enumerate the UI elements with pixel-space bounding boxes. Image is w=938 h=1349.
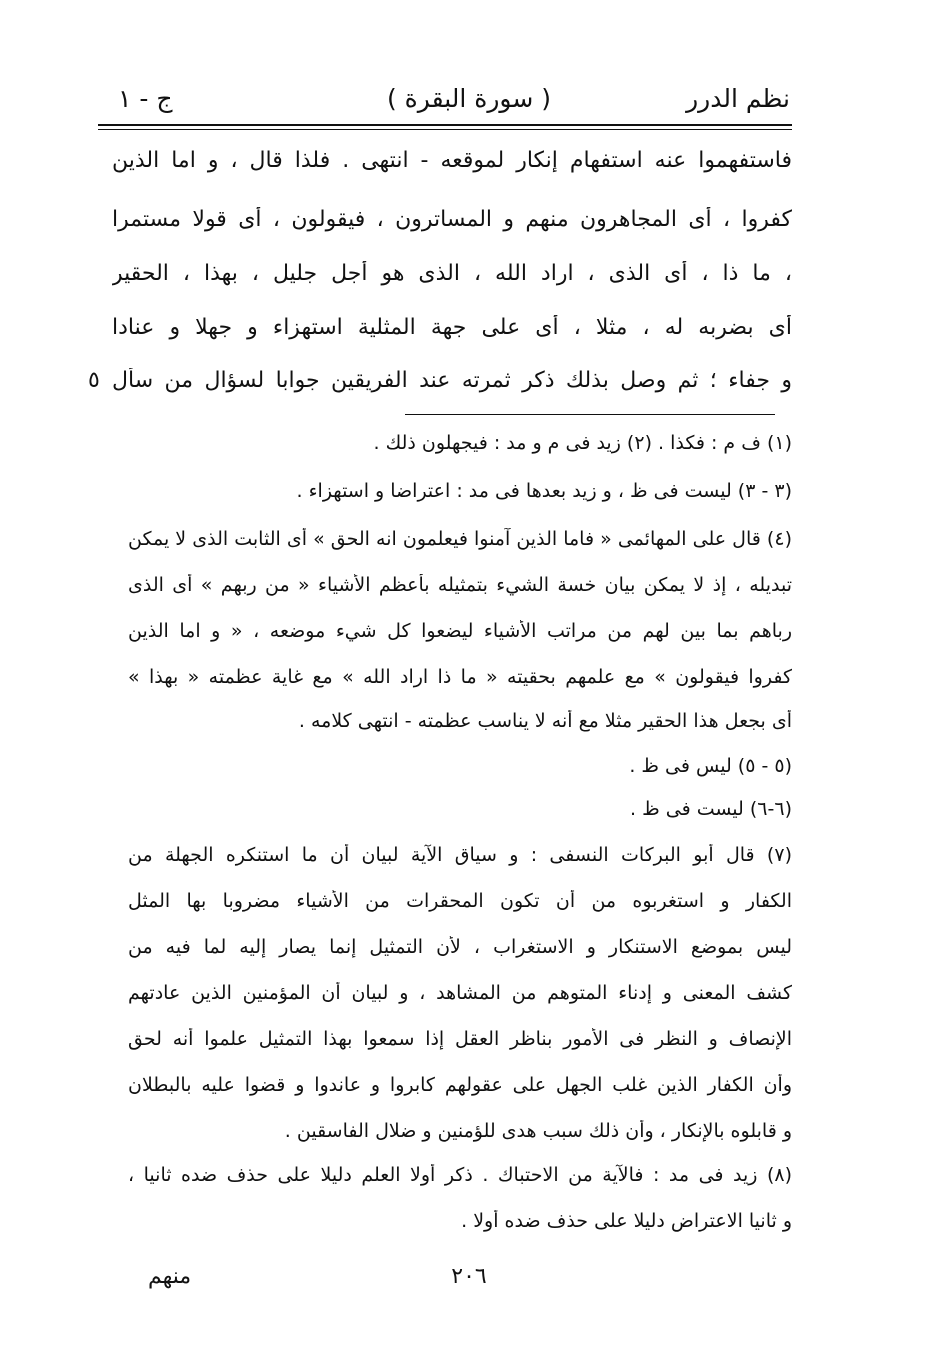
footnote-line: (٣ - ٣) ليست فى ظ ، و زيد بعدها فى مد : اعتراضا و استهزاء . — [296, 480, 792, 502]
footnote-line: ليس بموضع الاستنكار و الاستغراب ، لأن التمثيل إنما يصار إليه لما فيه من — [128, 936, 792, 958]
footnote-line: كفروا فيقولون » مع علمهم بحقيته « ما ذا اراد الله » مع غاية عظمته « بهذا » — [128, 666, 792, 688]
footnote-line: أى بجعل هذا الحقير مثلا مع أنه لا يناسب عظمته - انتهى كلامه . — [298, 710, 792, 732]
footnote-line: (٤) قال على المهائمى « فاما الذين آمنوا فيعلمون انه الحق » أى الثابت الذى لا يمكن — [128, 528, 792, 550]
body-line: و جفاء ؛ ثم وصل بذلك ذكر ثمرته عند الفريقين جوابا لسؤال من سأل — [112, 368, 792, 393]
footnote-line: و ثانيا الاعتراض دليلا على حذف ضده أولا . — [461, 1210, 792, 1232]
footnote-line: (٧) قال أبو البركات النسفى : و سياق الآية لبيان أن ما استنكره الجهلة من — [128, 844, 792, 866]
footnote-line: (١) ف م : فكذا . (٢) زيد فى م و مد : فيجهلون ذلك . — [373, 432, 792, 454]
volume-label: ج - ١ — [118, 84, 173, 113]
footnote-line: وأن الكفار الذين غلب الجهل على عقولهم كابروا و عاندوا و قضوا عليه بالبطلان — [128, 1074, 792, 1096]
footnote-line: (٥ - ٥) ليس فى ظ . — [629, 755, 792, 777]
page-number: ٢٠٦ — [451, 1264, 487, 1289]
footnote-line: الإنصاف و النظر فى الأمور بناظر العقل إذا سمعوا بهذا التمثيل علموا أنه لحق — [128, 1028, 792, 1050]
footnote-line: الكفار و استغربوه من أن تكون المحقرات من الأشياء مضروبا بها المثل — [128, 890, 792, 912]
footnote-line: رباهم بما بين لهم من مراتب الأشياء ليضعوا كل شيء موضعه ، « و اما الذين — [128, 620, 792, 642]
line-number-marker: ٥ — [88, 368, 100, 393]
catchword: منهم — [148, 1264, 192, 1289]
body-line: أى بضربه له ، مثلا ، أى على جهة المثلية استهزاء و جهلا و عنادا — [112, 315, 792, 340]
footnote-separator — [405, 414, 775, 415]
header-rule — [98, 124, 792, 126]
surah-title: ( سورة البقرة ) — [386, 84, 552, 113]
footnote-line: تبديله ، إذ لا يمكن بيان خسة الشيء بتمثيله بأعظم الأشياء « من ربهم » أى الذى — [128, 574, 792, 596]
header-rule-thin — [98, 129, 792, 130]
footnote-line: (٨) زيد فى مد : فالآية من الاحتباك . ذكر أولا العلم دليلا على حذف ضده ثانيا ، — [128, 1164, 792, 1186]
body-line: ، ما ذا ، أى الذى ، اراد الله ، الذى هو أجل جليل ، بهذا ، الحقير — [112, 261, 792, 286]
footnote-line: و قابلوه بالإنكار ، وأن ذلك سبب هدى للؤمنين و ضلال الفاسقين . — [284, 1120, 792, 1142]
body-line: كفروا ، أى المجاهرون منهم و المساترون ، فيقولون ، أى قولا مستمرا — [112, 207, 792, 232]
running-title: نظم الدرر — [686, 84, 790, 113]
footnote-line: كشف المعنى و إدناء المتوهم من المشاهد ، و لبيان أن المؤمنين الذين عادتهم — [128, 982, 792, 1004]
footnote-line: (٦-٦) ليست فى ظ . — [630, 798, 792, 820]
body-line: فاستفهموا عنه استفهام إنكار لموقعه - انتهى . فلذا قال ، و اما الذين — [112, 148, 792, 173]
